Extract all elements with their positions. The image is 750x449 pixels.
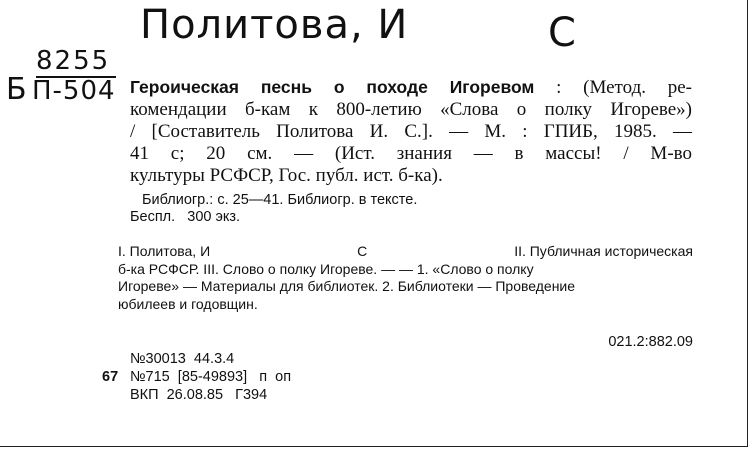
- catalog-line-1: [102, 350, 291, 368]
- catalog-line-3: [102, 386, 291, 404]
- handwritten-author: Политова, И: [140, 2, 409, 48]
- description-line-2: комендации б-кам к 800-летию «Слова о полку Игореве»): [130, 99, 692, 120]
- catalog-prefix-number: 67: [102, 369, 119, 385]
- tracing-letter: С: [357, 243, 368, 259]
- description-line-4: 41 с; 20 см. — (Ист. знания — в массы! / М-во: [130, 143, 692, 164]
- description-line-5: культуры РСФСР, Гос. публ. ист. б-ка).: [130, 165, 443, 186]
- book-title: Героическая песнь о походе Игоревом: [130, 77, 535, 97]
- price-note: Беспл. 300 экз.: [130, 209, 241, 225]
- tracing-institution: II. Публичная историческая: [514, 243, 693, 259]
- description-line-1: [130, 76, 692, 99]
- catalog-number: №30013 44.3.4: [130, 351, 235, 367]
- tracing-author: I. Политова, И: [118, 243, 211, 259]
- description-line-3: / [Составитель Политова И. С.]. — М. : ГПИБ, 1985. —: [130, 121, 692, 142]
- handwritten-shelf-prefix: Б: [6, 72, 28, 107]
- catalog-order: №715 [85-49893] п оп: [130, 369, 292, 385]
- tracing-line-1: [118, 243, 693, 261]
- tracing-line-4: юбилеев и годовщин.: [118, 295, 258, 312]
- catalog-line-2: [102, 368, 291, 386]
- bibliography-note: Библиогр.: с. 25—41. Библиогр. в тексте.: [142, 192, 418, 208]
- catalog-numbers: [102, 350, 291, 404]
- tracing-block: [118, 243, 693, 313]
- bibliographic-description: [130, 76, 692, 187]
- handwritten-shelf-number-top: 8255: [36, 46, 111, 76]
- tracing-line-2: б-ка РСФСР. III. Слово о полку Игореве. — — 1. «Слово о полку: [118, 260, 534, 277]
- handwritten-classification-letter: С: [548, 10, 577, 56]
- catalog-vkp: ВКП 26.08.85 Г394: [130, 387, 268, 403]
- tracing-line-3: Игореве» — Материалы для библиотек. 2. Библиотеки — Проведение: [118, 278, 576, 294]
- udc-code: 021.2:882.09: [608, 334, 693, 350]
- description-line-1-rest: : (Метод. ре-: [534, 77, 692, 98]
- handwritten-shelf-number-bottom: П-504: [32, 76, 116, 106]
